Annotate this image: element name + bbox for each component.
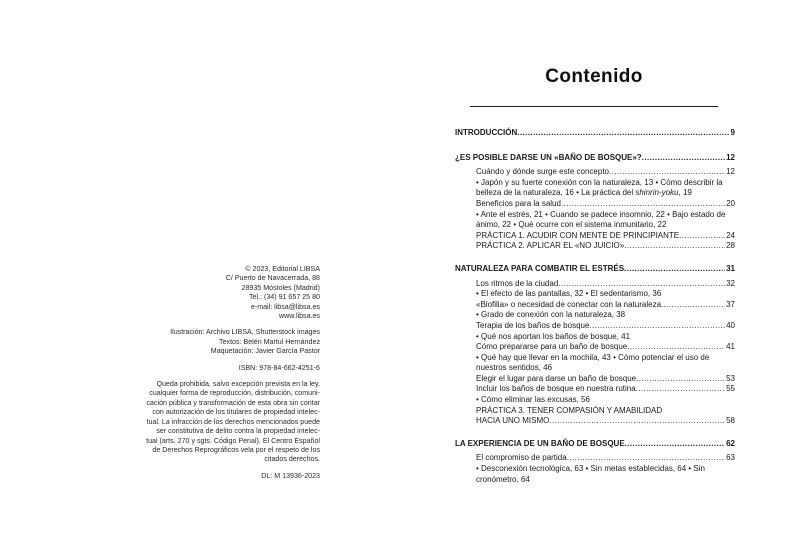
toc-leader-dots bbox=[624, 264, 725, 275]
people-credits bbox=[140, 328, 320, 356]
toc-subentry bbox=[476, 395, 735, 406]
toc-section bbox=[455, 128, 735, 139]
legal-line: ser constitutiva de delito contra la propiedad intelec- bbox=[156, 427, 320, 436]
toc-entry-label: Los ritmos de la ciudad bbox=[476, 278, 559, 288]
toc-page-number: 24 bbox=[726, 230, 735, 240]
legal-line: Queda prohibida, salvo excepción prevista en la ley, bbox=[156, 380, 320, 389]
legal-notice bbox=[140, 380, 320, 465]
isbn bbox=[140, 364, 320, 373]
toc-entry bbox=[476, 453, 735, 464]
credits-block bbox=[140, 265, 320, 488]
title-rule bbox=[470, 106, 718, 107]
toc-subentry bbox=[476, 406, 735, 417]
toc-page-number: 37 bbox=[726, 299, 735, 309]
toc-subentry-text: PRÁCTICA 3. TENER COMPASIÓN Y AMABILIDAD bbox=[476, 405, 663, 415]
credit-line: Textos: Belén Martul Hernández bbox=[219, 337, 320, 346]
publisher-info bbox=[140, 265, 320, 321]
legal-line: cación pública y transformación de esta obra sin contar bbox=[146, 398, 320, 407]
toc-subentry-text: • Japón y su fuerte conexión con la naturaleza, 13 • Cómo describir la belleza de la naturaleza, 16 • La práctica del bbox=[476, 177, 723, 198]
toc-entry-label: Incluir los baños de bosque en nuestra rutina bbox=[476, 384, 636, 394]
toc-leader-dots bbox=[636, 384, 725, 395]
toc-page-number: 40 bbox=[726, 320, 735, 330]
table-of-contents bbox=[455, 128, 735, 497]
toc-entry-label: Cuándo y dónde surge este concepto bbox=[476, 167, 609, 177]
toc-page-number: 9 bbox=[730, 128, 735, 137]
toc-leader-dots bbox=[589, 321, 725, 332]
toc-leader-dots bbox=[549, 416, 725, 427]
toc-entry bbox=[476, 384, 735, 395]
toc-entry-label: «Biofilia» o necesidad de conectar con la naturaleza bbox=[476, 299, 662, 309]
publisher-line: 28935 Móstoles (Madrid) bbox=[241, 283, 320, 292]
legal-line: tual (arts. 270 y sgts. Código Penal). El Centro Español bbox=[146, 436, 320, 445]
toc-subentry bbox=[476, 464, 735, 485]
toc-entry bbox=[476, 416, 735, 427]
toc-heading-label: ¿ES POSIBLE DARSE UN «BAÑO DE BOSQUE»? bbox=[455, 152, 642, 162]
toc-subentry bbox=[476, 289, 735, 300]
toc-subentry-text: • Qué nos aportan los baños de bosque, 41 bbox=[476, 331, 631, 341]
toc-leader-dots bbox=[624, 241, 725, 252]
toc-entry bbox=[476, 241, 735, 252]
toc-section-heading bbox=[455, 264, 735, 275]
publisher-line: © 2023, Editorial LIBSA bbox=[245, 265, 320, 273]
toc-leader-dots bbox=[561, 199, 725, 210]
toc-subentry bbox=[476, 310, 735, 321]
toc-subentry bbox=[476, 332, 735, 343]
toc-subentry bbox=[476, 178, 735, 199]
toc-leader-dots bbox=[558, 279, 725, 290]
toc-entries bbox=[476, 453, 735, 485]
toc-heading-label: LA EXPERIENCIA DE UN BAÑO DE BOSQUE bbox=[455, 438, 625, 448]
toc-entry-label: Terapia de los baños de bosque bbox=[476, 320, 590, 330]
toc-entry bbox=[476, 342, 735, 353]
toc-heading-label: INTRODUCCIÓN bbox=[455, 128, 518, 137]
toc-entries bbox=[476, 167, 735, 252]
toc-entry bbox=[476, 167, 735, 178]
page-title: Contenido bbox=[545, 66, 643, 87]
toc-page-number: 28 bbox=[726, 241, 735, 251]
toc-section bbox=[455, 439, 735, 485]
toc-heading-label: NATURALEZA PARA COMBATIR EL ESTRÉS bbox=[455, 263, 625, 273]
legal-line: con autorización de los titulares de propiedad intelec- bbox=[152, 408, 320, 417]
dl-text: DL: M 13936-2023 bbox=[261, 471, 320, 480]
toc-subentry-text: • Cómo eliminar las excusas, 56 bbox=[476, 395, 590, 405]
credit-line: Maquetación: Javier García Pastor bbox=[210, 347, 320, 356]
legal-line: citados derechos. bbox=[264, 455, 320, 464]
toc-page-number: 20 bbox=[726, 198, 735, 208]
toc-entry-label: Cómo prepararse para un baño de bosque bbox=[476, 342, 628, 352]
isbn-text: ISBN: 978-84-662-4251-6 bbox=[238, 363, 320, 372]
toc-page-number: 63 bbox=[726, 453, 735, 463]
legal-line: tual. La infracción de los derechos mencionados puede bbox=[146, 417, 320, 426]
toc-page-number: 41 bbox=[726, 342, 735, 352]
toc-subentry-text: • El efecto de las pantallas, 32 • El sedentarismo, 36 bbox=[476, 289, 662, 299]
toc-entry-label: Elegir el lugar para darse un baño de bosque bbox=[476, 373, 637, 383]
legal-line: cualquier forma de reproducción, distribución, comuni- bbox=[149, 389, 320, 398]
toc-leader-dots bbox=[625, 439, 725, 450]
toc-page-number: 12 bbox=[726, 152, 735, 162]
legal-line: de Derechos Reprográficos vela por el respeto de los bbox=[152, 445, 320, 454]
toc-leader-dots bbox=[517, 128, 729, 139]
toc-entry bbox=[476, 279, 735, 290]
toc-page-number: 31 bbox=[726, 263, 735, 273]
toc-subentry-tail: , 19 bbox=[678, 188, 692, 198]
toc-page-number: 62 bbox=[726, 438, 735, 448]
toc-leader-dots bbox=[627, 342, 725, 353]
toc-leader-dots bbox=[567, 453, 725, 464]
toc-page-number: 55 bbox=[726, 384, 735, 394]
toc-entry-label: PRÁCTICA 2. APLICAR EL «NO JUICIO» bbox=[476, 241, 625, 251]
toc-subentry-text: • Grado de conexión con la naturaleza, 38 bbox=[476, 310, 626, 320]
toc-subentry bbox=[476, 353, 735, 374]
toc-page-number: 58 bbox=[726, 416, 735, 426]
toc-section-heading bbox=[455, 128, 735, 139]
toc-entry bbox=[476, 300, 735, 311]
toc-leader-dots bbox=[679, 231, 725, 242]
toc-entry-label: PRÁCTICA 1. ACUDIR CON MENTE DE PRINCIPIANTE bbox=[476, 230, 680, 240]
toc-page-number: 32 bbox=[726, 278, 735, 288]
toc-leader-dots bbox=[642, 153, 725, 164]
toc-page-number: 53 bbox=[726, 373, 735, 383]
toc-entry bbox=[476, 321, 735, 332]
toc-entry bbox=[476, 231, 735, 242]
toc-subentry-text: • Desconexión tecnológica, 63 • Sin metas establecidas, 64 • Sin cronómetro, 64 bbox=[476, 464, 705, 484]
toc-leader-dots bbox=[661, 300, 725, 311]
toc-entry-label: El compromiso de partida bbox=[476, 453, 567, 463]
toc-entries bbox=[476, 279, 735, 427]
toc-entry-label: Beneficios para la salud bbox=[476, 198, 561, 208]
toc-entry bbox=[476, 199, 735, 210]
toc-page-number: 12 bbox=[726, 167, 735, 177]
publisher-line: e-mail: libsa@libsa.es bbox=[250, 302, 320, 311]
toc-leader-dots bbox=[609, 167, 725, 178]
toc-entry bbox=[476, 374, 735, 385]
toc-subentry-text: • Qué hay que llevar en la mochila, 43 • Cómo potenciar el uso de nuestros sentidos, 46 bbox=[476, 352, 710, 373]
toc-subentry-text: • Ante el estrés, 21 • Cuando se padece insomnio, 22 • Bajo estado de ánimo, 22 • Qué ocurre con el sistema inmunitario, 22 bbox=[476, 209, 726, 230]
toc-entry-label: HACIA UNO MISMO bbox=[476, 416, 550, 426]
publisher-line: www.libsa.es bbox=[279, 312, 320, 321]
credit-line: Ilustración: Archivo LIBSA, Shutterstock images bbox=[170, 328, 320, 337]
toc-section-heading bbox=[455, 439, 735, 450]
toc-subentry-italic: shinrin-yoku bbox=[635, 188, 679, 198]
toc-subentry bbox=[476, 210, 735, 231]
legal-deposit bbox=[140, 472, 320, 481]
publisher-line: Tel.: (34) 91 657 25 80 bbox=[249, 293, 320, 302]
toc-section bbox=[455, 264, 735, 427]
toc-section bbox=[455, 153, 735, 252]
toc-section-heading bbox=[455, 153, 735, 164]
toc-leader-dots bbox=[636, 374, 725, 385]
publisher-line: C/ Puerto de Navacerrada, 88 bbox=[225, 274, 320, 283]
